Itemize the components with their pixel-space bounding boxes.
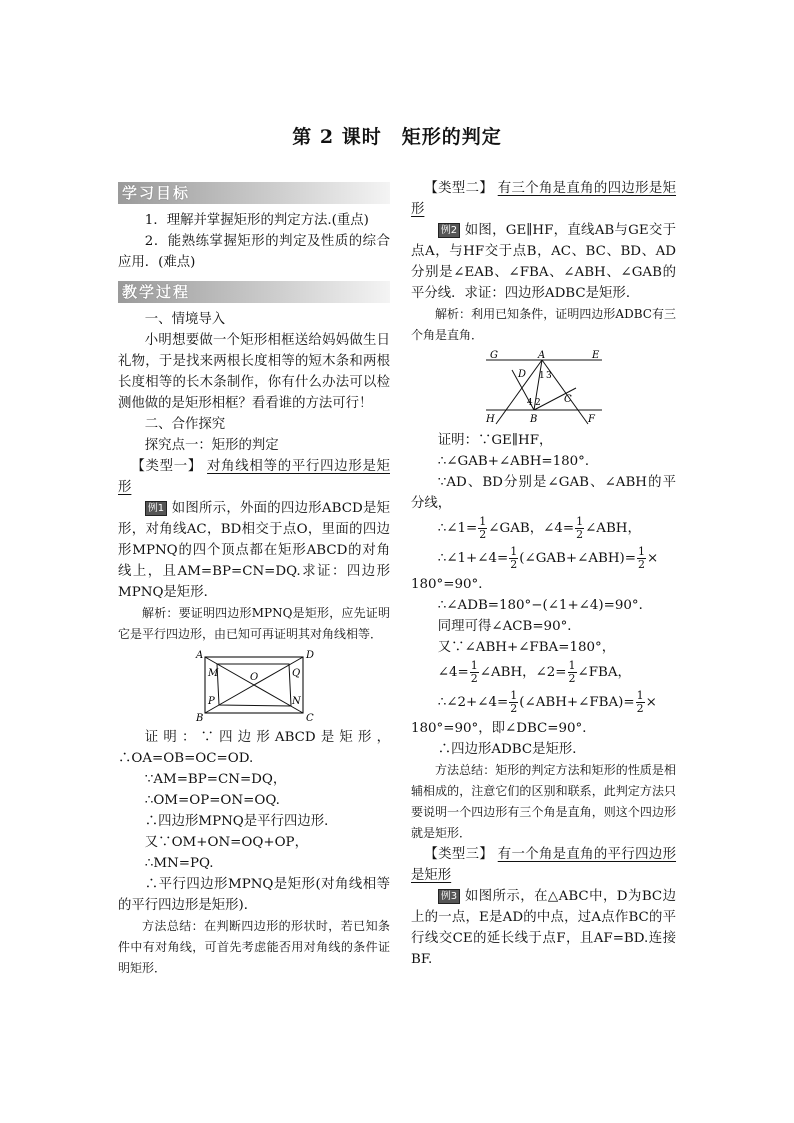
process-heading: 教学过程 [122, 283, 191, 301]
label-p: P [208, 696, 215, 707]
numerator: 1 [470, 659, 478, 672]
denominator: 2 [636, 702, 644, 715]
proof-1-line-1: 证明：∵四边形ABCD是矩形，∴OA=OB=OC=OD. [118, 730, 390, 766]
proof-1-line-6: ∴MN=PQ. [144, 856, 214, 871]
numerator: 1 [637, 545, 645, 558]
proof-2-line-12: 180°=90°，即∠DBC=90°． [411, 721, 596, 736]
type-2 [411, 178, 676, 220]
example-3 [411, 886, 676, 970]
label-d: D [306, 650, 315, 661]
denominator: 2 [576, 528, 584, 541]
math-text: (∠GAB+∠ABH)= [519, 551, 636, 566]
math-text: ∠ABH， [585, 521, 641, 536]
explore-heading: 二、合作探究 [144, 417, 226, 432]
figure-rectangle-mpnq [191, 649, 317, 723]
fraction-half [509, 546, 518, 571]
label-e: E [591, 350, 599, 361]
fraction-half [478, 516, 487, 541]
intro-heading: 一、情境导入 [144, 312, 226, 327]
example-1 [118, 498, 390, 603]
proof-2-line-2: ∴∠GAB+∠ABH=180°． [437, 454, 599, 469]
math-text: ∠FBA， [577, 665, 631, 680]
label-c: C [563, 394, 572, 405]
example-badge: 例1 [145, 501, 167, 516]
goals-heading: 学习目标 [122, 184, 191, 202]
proof-2-line-9: 又∵∠ABH+∠FBA=180°， [437, 640, 616, 655]
numerator: 1 [479, 515, 487, 528]
label-a: A [537, 350, 545, 361]
label-angle-1: 1 [538, 371, 545, 381]
type1-tag: 【类型一】 [131, 459, 203, 474]
type-3 [411, 844, 676, 886]
point-1: 探究点一：矩形的判定 [144, 438, 279, 453]
intro-text: 小明想要做一个矩形相框送给妈妈做生日礼物，于是找来两根长度相等的短木条和两根长度相等的长木条制作，你有什么办法可以检测他做的是矩形相框？看看谁的方法可行！ [118, 333, 390, 411]
label-o: O [250, 672, 259, 683]
type2-title: 有三个角是直角的四边形是矩形 [411, 181, 677, 217]
denominator: 2 [479, 528, 487, 541]
math-text: ∠ABH，∠2= [479, 665, 567, 680]
process-heading-band [118, 281, 390, 303]
example-2 [411, 220, 676, 304]
math-text: ∠GAB，∠4= [488, 521, 575, 536]
label-b: B [529, 414, 537, 425]
proof-2-line-1: 证明：∵GE∥HF， [437, 433, 553, 448]
proof-1-line-7: ∴平行四边形MPNQ是矩形(对角线相等的平行四边形是矩形)． [118, 877, 390, 913]
proof-1-line-4: ∴四边形MPNQ是平行四边形． [144, 814, 338, 829]
denominator: 2 [637, 558, 645, 571]
fraction-half [575, 516, 584, 541]
numerator: 1 [510, 689, 518, 702]
math-text: ∠4= [437, 665, 469, 680]
goal-1: 1．理解并掌握矩形的判定方法.(重点) [144, 213, 369, 228]
label-c: C [306, 713, 314, 723]
proof-1-line-5: 又∵OM+ON=OQ+OP， [144, 835, 308, 850]
label-b: B [196, 713, 204, 723]
example-2-analysis: 解析：利用已知条件，证明四边形ADBC有三个角是直角． [411, 307, 676, 342]
label-n: N [292, 696, 301, 707]
proof-1-line-3: ∴OM=OP=ON=OQ. [144, 793, 280, 808]
proof-1-line-2: ∵AM=BP=CN=DQ， [144, 772, 287, 787]
proof-2-line-6: 180°=90°． [411, 577, 492, 592]
type2-tag: 【类型二】 [424, 181, 494, 196]
label-d: D [517, 369, 526, 380]
label-a: A [196, 650, 204, 661]
math-text: ∴∠1= [437, 521, 478, 536]
proof-2-line-3: ∵AD、BD分别是∠GAB、∠ABH的平分线， [411, 475, 676, 511]
example-badge: 例2 [438, 223, 460, 238]
example-2-text: 如图，GE∥HF，直线AB与GE交于点A，与HF交于点B，AC、BC、BD、AD分别是∠EAB、∠FBA、∠ABH、∠GAB的平分线．求证：四边形ADBC是矩形． [411, 223, 676, 301]
fraction-half [509, 690, 518, 715]
example-1-text: 如图所示，外面的四边形ABCD是矩形，对角线AC，BD相交于点O，里面的四边形MPNQ的四个顶点都在矩形ABCD的对角线上，且AM=BP=CN=DQ.求证：四边形MPNQ是矩形． [118, 501, 390, 600]
proof-2-line-13: ∴四边形ADBC是矩形． [437, 742, 586, 757]
math-text: ∴∠2+∠4= [437, 695, 509, 710]
math-text: × [646, 551, 659, 566]
label-g: G [489, 350, 498, 361]
type3-tag: 【类型三】 [424, 847, 494, 862]
proof-2-line-5 [411, 544, 676, 574]
fraction-half [470, 660, 479, 685]
example-1-analysis: 解析：要证明四边形MPNQ是矩形，应先证明它是平行四边形，由已知可再证明其对角线相等． [118, 606, 390, 641]
label-m: M [208, 668, 219, 679]
proof-2-line-10 [411, 658, 676, 688]
math-text: ∴∠1+∠4= [437, 551, 509, 566]
label-q: Q [292, 668, 301, 679]
proof-2-line-8: 同理可得∠ACB=90°． [437, 619, 581, 634]
goal-2: 2．能熟练掌握矩形的判定及性质的综合应用．(难点) [118, 234, 390, 270]
denominator: 2 [568, 672, 576, 685]
page-title: 第 2 课时 矩形的判定 [292, 126, 502, 148]
summary-2: 方法总结：矩形的判定方法和矩形的性质是相辅相成的，注意它们的区别和联系，此判定方法只要说明一个四边形有三个角是直角，则这个四边形就是矩形． [411, 763, 676, 840]
proof-2-line-11 [411, 688, 676, 718]
numerator: 1 [576, 515, 584, 528]
denominator: 2 [510, 558, 518, 571]
type-1 [118, 456, 390, 498]
left-column [118, 178, 390, 979]
math-text: (∠ABH+∠FBA)= [519, 695, 635, 710]
example-3-text: 如图所示，在△ABC中，D为BC边上的一点，E是AD的中点，过A点作BC的平行线交CE的延长线于点F，且AF=BD.连接BF. [411, 889, 677, 967]
label-angle-4: 4 [526, 398, 533, 408]
label-angle-2: 2 [534, 398, 541, 408]
numerator: 1 [510, 545, 518, 558]
numerator: 1 [568, 659, 576, 672]
label-h: H [485, 414, 495, 425]
type1-title: 对角线相等的平行四边形是矩形 [118, 459, 390, 495]
fraction-half [637, 546, 646, 571]
fraction-half [636, 690, 645, 715]
goals-heading-band [118, 182, 390, 204]
label-angle-3: 3 [545, 371, 552, 381]
proof-2-line-7: ∴∠ADB=180°−(∠1+∠4)=90°． [437, 598, 652, 613]
fraction-half [568, 660, 577, 685]
proof-2-line-4 [411, 514, 676, 544]
figure-parallel-lines [484, 350, 604, 426]
math-text: × [645, 695, 657, 710]
label-f: F [587, 414, 595, 425]
numerator: 1 [636, 689, 644, 702]
right-column [411, 178, 676, 970]
example-badge: 例3 [438, 889, 460, 904]
summary-1: 方法总结：在判断四边形的形状时，若已知条件中有对角线，可首先考虑能否用对角线的条件证明矩形． [118, 919, 390, 975]
denominator: 2 [510, 702, 518, 715]
type3-title: 有一个角是直角的平行四边形是矩形 [411, 847, 677, 883]
denominator: 2 [470, 672, 478, 685]
